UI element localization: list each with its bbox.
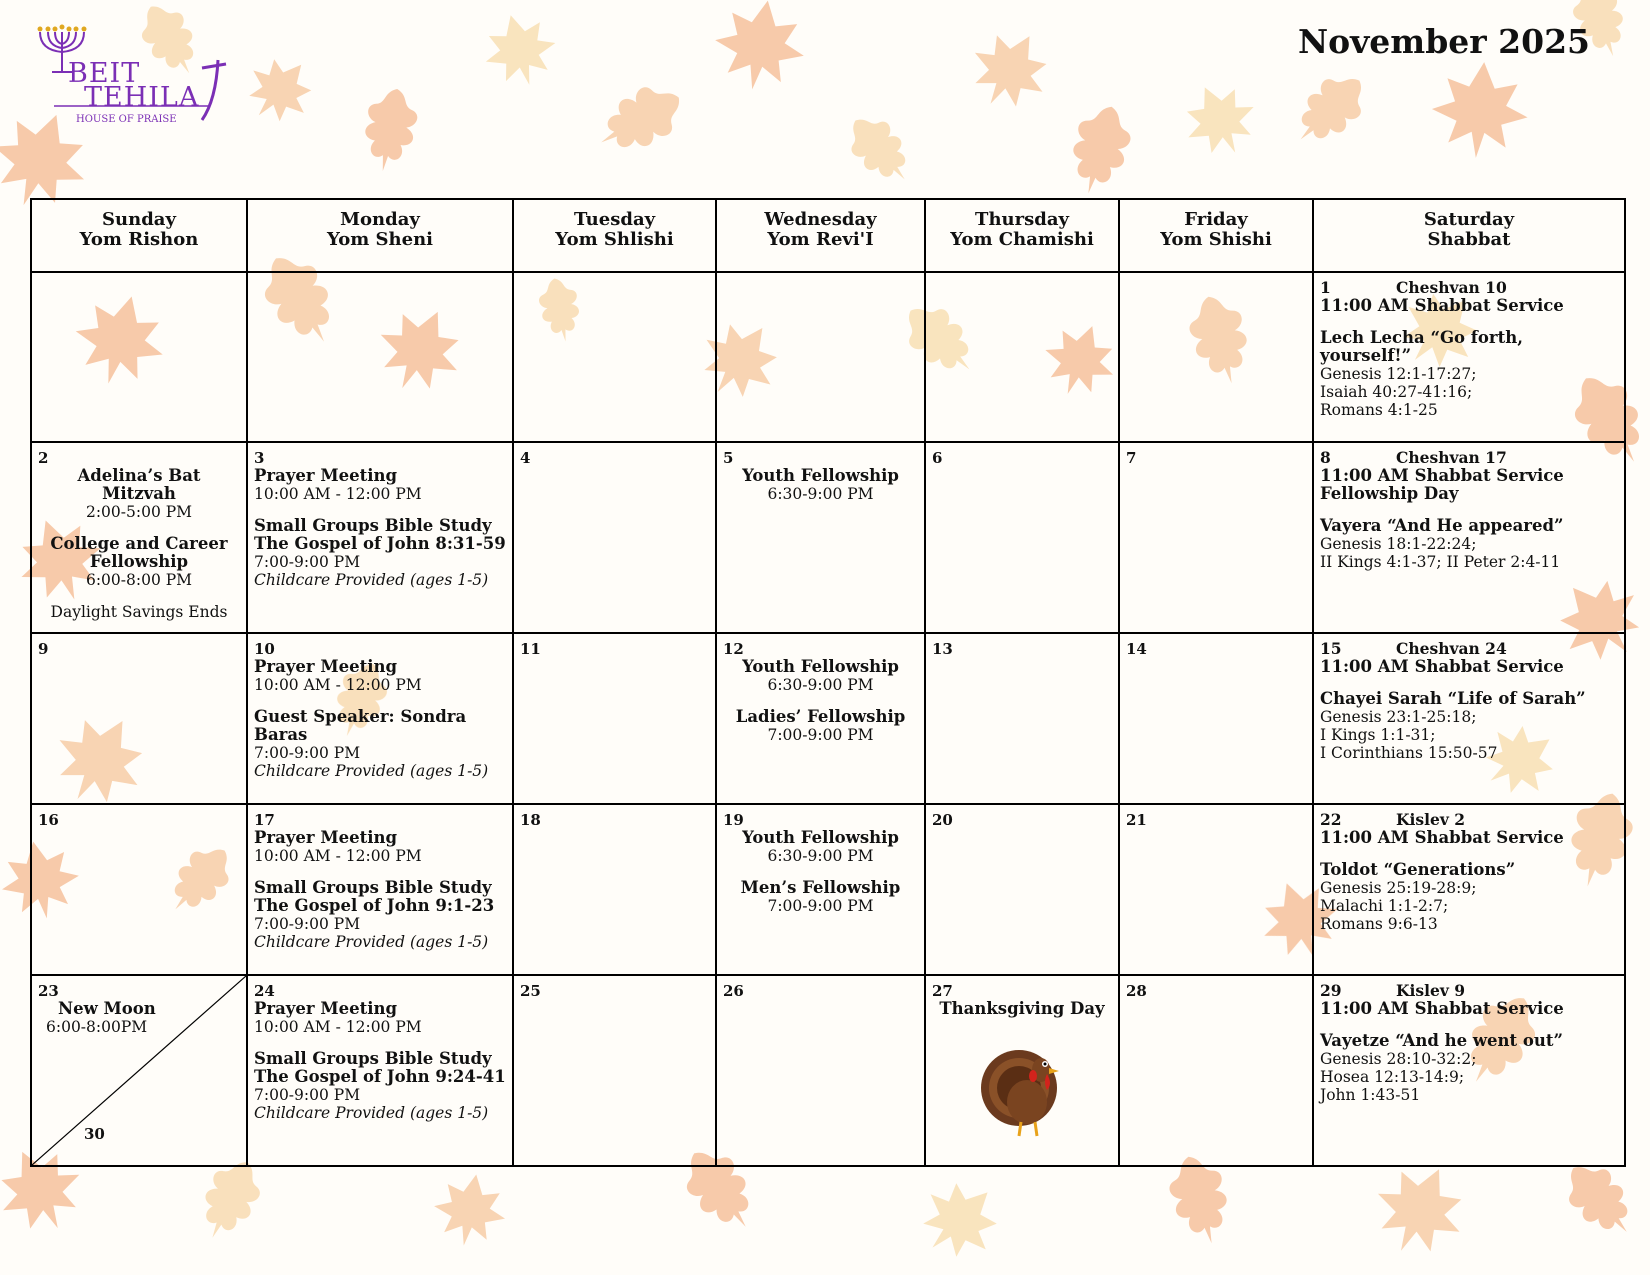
logo-tagline: HOUSE OF PRAISE [76,114,177,125]
empty-day-cell [247,272,513,442]
week-row [31,804,1625,975]
turkey-icon [977,1040,1067,1140]
header-saturday: Saturday Shabbat [1313,199,1625,272]
week-row [31,633,1625,804]
day-header: 8 Cheshvan 17 [1320,448,1507,467]
event-title: Ladies’ Fellowship [735,707,906,726]
day-cell-28[interactable]: 28 [1119,975,1313,1166]
logo-text-beit: BEIT [68,58,141,89]
empty-day-cell [925,272,1119,442]
event-title: Prayer Meeting [254,828,397,847]
day-cell-22[interactable]: 22 Kislev 2 11:00 AM Shabbat Service Toldot “Generations” Genesis 25:19-28:9; Malachi 1:1-2:7; Romans 9:6-13 [1313,804,1625,975]
weekday-header-row [31,199,1625,272]
empty-day-cell [513,272,716,442]
event-title: Thanksgiving Day [939,999,1105,1018]
parasha-title: Vayetze “And he went out” [1320,1031,1564,1050]
event-title: 11:00 AM Shabbat Service [1320,466,1564,485]
day-cell-18[interactable]: 18 [513,804,716,975]
event-title: 11:00 AM Shabbat Service [1320,828,1564,847]
event-title: Adelina’s Bat Mitzvah [77,466,201,503]
event-title: Small Groups Bible Study [254,516,492,535]
day-header: 1 Cheshvan 10 [1320,278,1507,297]
event-title: 11:00 AM Shabbat Service [1320,999,1564,1018]
parasha-title: Lech Lecha “Go forth, yourself!” [1320,328,1523,365]
day-cell-7[interactable]: 7 [1119,442,1313,633]
day-cell-15[interactable]: 15 Cheshvan 24 11:00 AM Shabbat Service Chayei Sarah “Life of Sarah” Genesis 23:1-25:18; I Kings 1:1-31; I Corinthians 15:50-57 [1313,633,1625,804]
beit-tehila-logo [30,20,240,130]
week-row [31,442,1625,633]
day-cell-23-30[interactable]: 23 New Moon 6:00-8:00PM 30 [31,975,247,1166]
event-title: College and Career [50,534,228,553]
event-title: Youth Fellowship [742,466,899,485]
day-cell-3[interactable]: 3 Prayer Meeting 10:00 AM - 12:00 PM Small Groups Bible Study The Gospel of John 8:31-59 7:00-9:00 PM Childcare Provided (ages 1-5) [247,442,513,633]
day-cell-8[interactable]: 8 Cheshvan 17 11:00 AM Shabbat Service Fellowship Day Vayera “And He appeared” Genesis 18:1-22:24; II Kings 4:1-37; II Peter 2:4-11 [1313,442,1625,633]
event-title: Small Groups Bible Study [254,878,492,897]
note-text: Daylight Savings Ends [50,603,228,621]
day-cell-25[interactable]: 25 [513,975,716,1166]
event-title: Prayer Meeting [254,999,397,1018]
day-cell-17[interactable]: 17 Prayer Meeting 10:00 AM - 12:00 PM Small Groups Bible Study The Gospel of John 9:1-23 7:00-9:00 PM Childcare Provided (ages 1-5) [247,804,513,975]
header-monday: Monday Yom Sheni [247,199,513,272]
logo-text-tehila: TEHILA [84,82,200,113]
day-cell-6[interactable]: 6 [925,442,1119,633]
parasha-title: Vayera “And He appeared” [1320,516,1564,535]
day-cell-11[interactable]: 11 [513,633,716,804]
calendar-grid [30,198,1626,1167]
day-header: 29 Kislev 9 [1320,981,1466,1000]
day-cell-13[interactable]: 13 [925,633,1119,804]
day-cell-20[interactable]: 20 [925,804,1119,975]
event-title: Youth Fellowship [742,657,899,676]
event-title: Prayer Meeting [254,657,397,676]
event-title: 11:00 AM Shabbat Service [1320,657,1564,676]
day-header: 22 Kislev 2 [1320,810,1466,829]
header-sunday: Sunday Yom Rishon [31,199,247,272]
empty-day-cell [1119,272,1313,442]
day-cell-12[interactable]: 12 Youth Fellowship 6:30-9:00 PM Ladies’ Fellowship 7:00-9:00 PM [716,633,925,804]
event-title: Youth Fellowship [742,828,899,847]
event-title: New Moon [58,999,156,1018]
day-cell-10[interactable]: 10 Prayer Meeting 10:00 AM - 12:00 PM Guest Speaker: Sondra Baras 7:00-9:00 PM Childcare Provided (ages 1-5) [247,633,513,804]
day-cell-2[interactable]: 2 Adelina’s Bat Mitzvah 2:00-5:00 PM College and Career Fellowship 6:00-8:00 PM Daylight Savings Ends [31,442,247,633]
day-cell-9[interactable]: 9 [31,633,247,804]
day-cell-14[interactable]: 14 [1119,633,1313,804]
header-wednesday: Wednesday Yom Revi'I [716,199,925,272]
event-title: Small Groups Bible Study [254,1049,492,1068]
month-title: November 2025 [1297,22,1590,61]
week-row [31,272,1625,442]
event-title: 11:00 AM Shabbat Service [1320,296,1564,315]
day-cell-21[interactable]: 21 [1119,804,1313,975]
empty-day-cell [716,272,925,442]
day-cell-24[interactable]: 24 Prayer Meeting 10:00 AM - 12:00 PM Small Groups Bible Study The Gospel of John 9:24-41 7:00-9:00 PM Childcare Provided (ages 1-5) [247,975,513,1166]
day-cell-5[interactable]: 5 Youth Fellowship 6:30-9:00 PM [716,442,925,633]
split-cell-diagonal [32,976,246,1165]
day-cell-26[interactable]: 26 [716,975,925,1166]
empty-day-cell [31,272,247,442]
day-cell-1[interactable]: 1 Cheshvan 10 11:00 AM Shabbat Service Lech Lecha “Go forth, yourself!” Genesis 12:1-17:27; Isaiah 40:27-41:16; Romans 4:1-25 [1313,272,1625,442]
day-cell-4[interactable]: 4 [513,442,716,633]
event-title: Guest Speaker: Sondra Baras [254,707,467,744]
day-cell-27[interactable]: 27 Thanksgiving Day [925,975,1119,1166]
day-cell-29[interactable]: 29 Kislev 9 11:00 AM Shabbat Service Vayetze “And he went out” Genesis 28:10-32:2; Hosea 12:13-14:9; John 1:43-51 [1313,975,1625,1166]
header-friday: Friday Yom Shishi [1119,199,1313,272]
parasha-title: Toldot “Generations” [1320,860,1516,879]
event-title: Prayer Meeting [254,466,397,485]
day-cell-19[interactable]: 19 Youth Fellowship 6:30-9:00 PM Men’s Fellowship 7:00-9:00 PM [716,804,925,975]
event-title: Men’s Fellowship [740,878,901,897]
day-header: 15 Cheshvan 24 [1320,639,1507,658]
day-cell-16[interactable]: 16 [31,804,247,975]
header-tuesday: Tuesday Yom Shlishi [513,199,716,272]
header-thursday: Thursday Yom Chamishi [925,199,1119,272]
parasha-title: Chayei Sarah “Life of Sarah” [1320,689,1586,708]
week-row [31,975,1625,1166]
